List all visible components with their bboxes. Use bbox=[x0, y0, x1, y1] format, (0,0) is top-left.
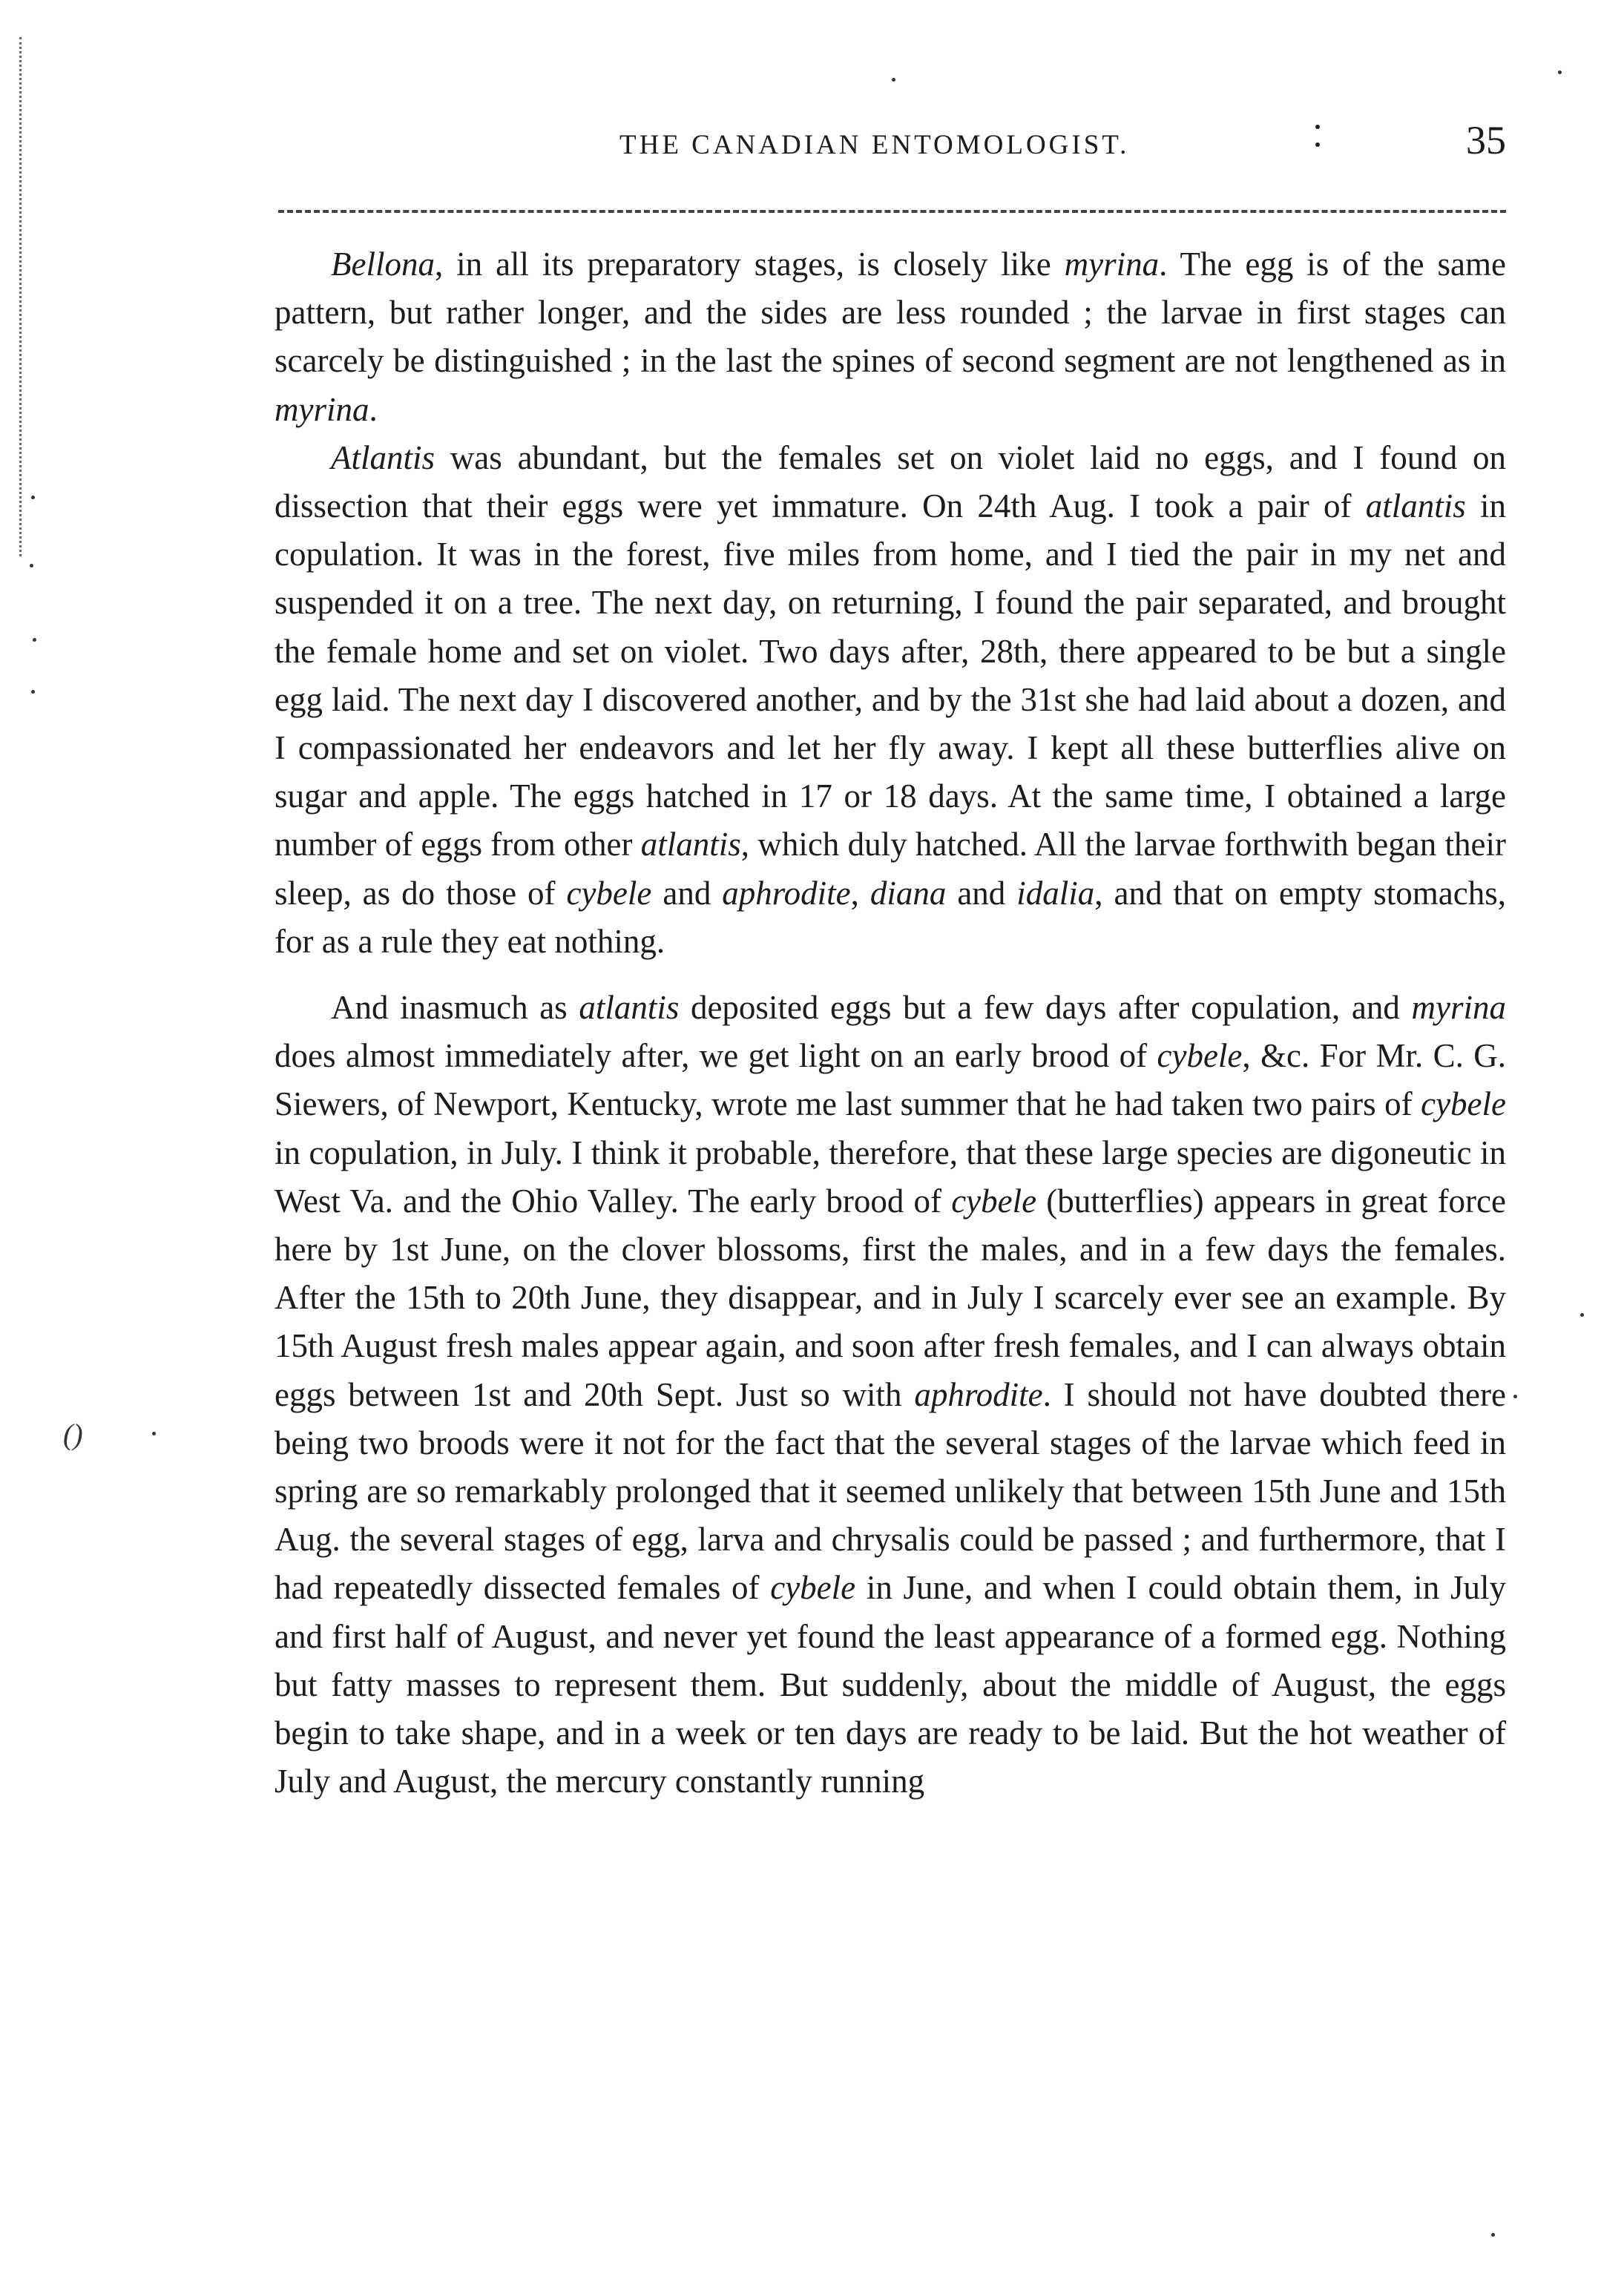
text-run: . I should not have doubted there being two broods were it not for the fact that the several stages of the larvae which feed in spring are so remarkably prolonged that it seemed unlikely that between 15th June and 15th Aug. the several stages of egg, larva and chrysalis could be passed ; and furthermore, that I had repeatedly dissected females of bbox=[274, 1375, 1506, 1607]
italic-term: cybele bbox=[566, 874, 652, 912]
italic-term: Atlantis bbox=[331, 438, 435, 476]
margin-scan-marks bbox=[19, 37, 44, 556]
text-run: , in all its preparatory stages, is closely like bbox=[434, 246, 1065, 283]
italic-term: cybele bbox=[951, 1182, 1037, 1220]
text-run: in June, and when I could obtain them, in July and first half of August, and never yet found the least appearance of a formed egg. Nothing but fatty masses to represent them. But suddenly, about the middle of August, the eggs begin to take shape, and in a week or ten days are ready to be laid. But the hot weather of July and August, the mercury constantly running bbox=[274, 1569, 1506, 1800]
page-speck bbox=[892, 78, 895, 82]
page-speck bbox=[1491, 2233, 1495, 2237]
paragraph bbox=[274, 240, 1506, 434]
header-colon-dot bbox=[1315, 125, 1320, 129]
italic-term: myrina bbox=[274, 390, 369, 428]
italic-term: aphrodite bbox=[722, 874, 851, 912]
text-run: in copulation, in July. I think it probable, therefore, that these large species are digoneutic in West Va. and the Ohio Valley. The early brood of bbox=[274, 1134, 1506, 1220]
text-run: , and that on empty stomachs, for as a rule they eat nothing. bbox=[274, 874, 1506, 960]
text-run: in copulation. It was in the forest, five miles from home, and I tied the pair in my net and suspended it on a tree. The next day, on returning, I found the pair separated, and brought the female home and set on violet. Two days after, 28th, there appeared to be but a single egg laid. The next day I discovered another, and by the 31st she had laid about a dozen, and I compassionated her endeavors and let her fly away. I kept all these butterflies alive on sugar and apple. The eggs hatched in 17 or 18 days. At the same time, I obtained a large number of eggs from other bbox=[274, 487, 1506, 864]
text-run: and bbox=[946, 874, 1017, 912]
italic-term: cybele bbox=[1421, 1085, 1506, 1123]
page-speck bbox=[1580, 1313, 1584, 1317]
italic-term: cybele bbox=[770, 1569, 856, 1607]
text-run: , bbox=[850, 874, 870, 912]
header-rule bbox=[278, 210, 1506, 213]
text-run: , &c. For Mr. C. G. Siewers, of Newport, Kentucky, wrote me last summer that he had taken two pairs of bbox=[274, 1037, 1506, 1123]
italic-term: atlantis bbox=[1365, 487, 1466, 525]
body-text bbox=[274, 240, 1506, 1806]
text-run: (butterflies) appears in great force here by 1st June, on the clover blossoms, first the males, and in a few days the females. After the 15th to 20th June, they disappear, and in July I scarcely ever see an example. By 15th August fresh males appear again, and soon after fresh females, and I can always obtain eggs between 1st and 20th Sept. Just so with bbox=[274, 1182, 1506, 1413]
text-run: was abundant, but the females set on violet laid no eggs, and I found on dissection that their eggs were yet immature. On 24th Aug. I took a pair of bbox=[274, 438, 1506, 525]
text-run: does almost immediately after, we get light on an early brood of bbox=[274, 1037, 1157, 1075]
italic-term: myrina bbox=[1411, 989, 1506, 1027]
text-run: . bbox=[369, 390, 378, 428]
margin-speck bbox=[31, 690, 35, 694]
italic-term: myrina bbox=[1064, 246, 1160, 283]
margin-glyph: () bbox=[63, 1418, 83, 1451]
page-speck bbox=[1558, 70, 1562, 74]
margin-speck bbox=[30, 564, 33, 568]
text-run: . The egg is of the same pattern, but rather longer, and the sides are less rounded ; the larvae in first stages can scarcely be distinguished ; in the last the spines of second segment are not lengthened as in bbox=[274, 246, 1506, 380]
page-number: 35 bbox=[1466, 118, 1506, 162]
margin-speck bbox=[33, 638, 36, 642]
running-header bbox=[619, 118, 1506, 169]
paragraph bbox=[274, 434, 1506, 966]
italic-term: diana bbox=[869, 874, 947, 912]
italic-term: cybele bbox=[1157, 1037, 1243, 1075]
page-speck bbox=[1513, 1395, 1517, 1398]
paragraph bbox=[274, 984, 1506, 1806]
text-run: And inasmuch as bbox=[331, 989, 579, 1027]
text-run: deposited eggs but a few days after copulation, and bbox=[679, 989, 1412, 1027]
margin-speck bbox=[31, 496, 35, 499]
italic-term: atlantis bbox=[579, 989, 680, 1027]
italic-term: idalia bbox=[1016, 874, 1095, 912]
header-colon-dot bbox=[1315, 142, 1320, 147]
running-title: THE CANADIAN ENTOMOLOGIST. bbox=[619, 130, 1130, 160]
italic-term: Bellona bbox=[331, 246, 435, 283]
text-run: and bbox=[651, 874, 723, 912]
page-speck bbox=[152, 1432, 156, 1435]
italic-term: atlantis bbox=[640, 826, 741, 864]
italic-term: aphrodite bbox=[914, 1375, 1043, 1413]
text-run: , which duly hatched. All the larvae forthwith began their sleep, as do those of bbox=[274, 826, 1506, 912]
